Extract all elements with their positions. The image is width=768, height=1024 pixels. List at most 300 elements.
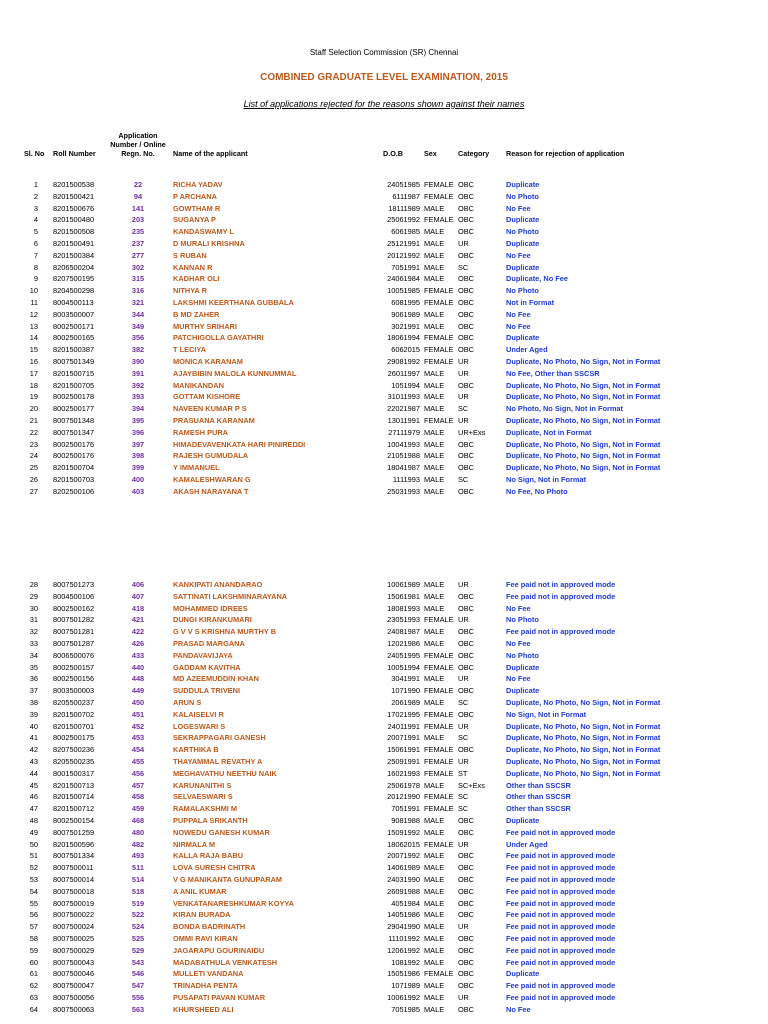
cell-sex: MALE bbox=[424, 474, 445, 484]
cell-application-number: 480 bbox=[131, 827, 145, 837]
cell-category: OBC bbox=[458, 910, 475, 920]
cell-dob: 6062015 bbox=[391, 345, 420, 355]
cell-reason: No Fee bbox=[506, 1004, 531, 1014]
table-row bbox=[0, 356, 768, 368]
cell-dob: 25031993 bbox=[387, 486, 420, 496]
cell-reason: Fee paid not in approved mode bbox=[506, 910, 616, 920]
cell-sl-no: 35 bbox=[29, 662, 38, 672]
cell-applicant-name: RAMESH PURA bbox=[173, 427, 229, 437]
cell-category: OBC bbox=[458, 627, 475, 637]
cell-dob: 29081992 bbox=[387, 356, 420, 366]
cell-applicant-name: T LECIYA bbox=[173, 345, 206, 355]
cell-dob: 6061985 bbox=[391, 227, 420, 237]
cell-reason: Duplicate bbox=[506, 333, 540, 343]
cell-reason: Under Aged bbox=[506, 345, 548, 355]
cell-reason: Fee paid not in approved mode bbox=[506, 863, 616, 873]
cell-sex: MALE bbox=[424, 886, 445, 896]
cell-sex: MALE bbox=[424, 309, 445, 319]
cell-roll-number: 8007500025 bbox=[53, 933, 95, 943]
cell-sex: MALE bbox=[424, 404, 445, 414]
cell-sl-no: 6 bbox=[33, 238, 38, 248]
cell-application-number: 455 bbox=[131, 756, 145, 766]
cell-reason: No Photo bbox=[506, 286, 539, 296]
cell-application-number: 407 bbox=[131, 591, 145, 601]
cell-applicant-name: KARUNANITHI S bbox=[173, 780, 232, 790]
cell-dob: 10041993 bbox=[387, 439, 420, 449]
cell-sex: MALE bbox=[424, 1004, 445, 1014]
list-subtitle: List of applications rejected for the reasons shown against their names bbox=[243, 99, 525, 109]
cell-applicant-name: SUGANYA P bbox=[173, 215, 216, 225]
cell-sl-no: 58 bbox=[29, 933, 38, 943]
cell-reason: Fee paid not in approved mode bbox=[506, 992, 616, 1002]
cell-applicant-name: MOHAMMED IDREES bbox=[173, 603, 248, 613]
cell-sl-no: 7 bbox=[33, 250, 38, 260]
cell-application-number: 482 bbox=[131, 839, 145, 849]
cell-applicant-name: NAVEEN KUMAR P S bbox=[173, 404, 247, 414]
cell-applicant-name: GOTTAM KISHORE bbox=[173, 392, 241, 402]
cell-application-number: 203 bbox=[131, 215, 145, 225]
cell-applicant-name: PRASAD MARGANA bbox=[173, 638, 245, 648]
cell-sl-no: 40 bbox=[29, 721, 38, 731]
cell-applicant-name: ARUN S bbox=[173, 697, 202, 707]
cell-applicant-name: MANIKANDAN bbox=[173, 380, 224, 390]
cell-reason: Duplicate bbox=[506, 815, 540, 825]
cell-category: SC bbox=[458, 262, 469, 272]
cell-applicant-name: PUPPALA SRIKANTH bbox=[173, 815, 248, 825]
cell-sl-no: 63 bbox=[29, 992, 38, 1002]
table-row bbox=[0, 439, 768, 451]
cell-category: UR bbox=[458, 721, 469, 731]
col-sl-no: Sl. No bbox=[24, 149, 45, 158]
table-row bbox=[0, 650, 768, 662]
cell-reason: Fee paid not in approved mode bbox=[506, 933, 616, 943]
cell-dob: 15051986 bbox=[387, 969, 420, 979]
cell-roll-number: 8007501282 bbox=[53, 615, 95, 625]
cell-application-number: 433 bbox=[131, 650, 145, 660]
table-row bbox=[0, 214, 768, 226]
cell-sex: FEMALE bbox=[424, 969, 454, 979]
cell-application-number: 449 bbox=[131, 686, 145, 696]
cell-application-number: 356 bbox=[131, 333, 145, 343]
table-row bbox=[0, 262, 768, 274]
cell-applicant-name: KAMALESHWARAN G bbox=[173, 474, 251, 484]
cell-sl-no: 14 bbox=[29, 333, 38, 343]
cell-sl-no: 22 bbox=[29, 427, 38, 437]
cell-category: UR bbox=[458, 356, 469, 366]
cell-application-number: 316 bbox=[131, 286, 145, 296]
cell-reason: No Fee, No Photo bbox=[506, 486, 568, 496]
col-reason: Reason for rejection of application bbox=[506, 149, 625, 158]
cell-category: OBC bbox=[458, 709, 475, 719]
table-row bbox=[0, 332, 768, 344]
cell-sl-no: 37 bbox=[29, 686, 38, 696]
cell-roll-number: 8007500011 bbox=[53, 863, 94, 873]
table-row bbox=[0, 474, 768, 486]
cell-sl-no: 9 bbox=[33, 274, 38, 284]
cell-reason: Duplicate bbox=[506, 180, 540, 189]
cell-category: SC bbox=[458, 804, 469, 814]
cell-sl-no: 27 bbox=[29, 486, 38, 496]
cell-reason: Duplicate, No Photo, No Sign, Not in Format bbox=[506, 697, 661, 707]
cell-sex: MALE bbox=[424, 486, 445, 496]
cell-reason: No Sign, Not in Format bbox=[506, 709, 587, 719]
cell-sl-no: 18 bbox=[29, 380, 38, 390]
cell-sex: FEMALE bbox=[424, 686, 454, 696]
cell-sl-no: 43 bbox=[29, 756, 38, 766]
cell-category: SC bbox=[458, 792, 469, 802]
cell-application-number: 397 bbox=[131, 439, 145, 449]
cell-reason: Fee paid not in approved mode bbox=[506, 591, 616, 601]
cell-roll-number: 8001500317 bbox=[53, 768, 95, 778]
cell-category: SC bbox=[458, 697, 469, 707]
cell-roll-number: 8007500014 bbox=[53, 874, 95, 884]
cell-dob: 25061978 bbox=[387, 780, 420, 790]
cell-sex: FEMALE bbox=[424, 215, 454, 225]
cell-application-number: 518 bbox=[131, 886, 145, 896]
table-row bbox=[0, 226, 768, 238]
cell-category: OBC bbox=[458, 591, 475, 601]
cell-dob: 22021987 bbox=[387, 404, 420, 414]
cell-dob: 3041991 bbox=[391, 674, 420, 684]
table-row bbox=[0, 391, 768, 403]
cell-applicant-name: MURTHY SRIHARI bbox=[173, 321, 237, 331]
cell-category: SC+Exs bbox=[458, 780, 485, 790]
cell-roll-number: 8007501334 bbox=[53, 851, 95, 861]
cell-sex: MALE bbox=[424, 863, 445, 873]
cell-reason: No Photo bbox=[506, 650, 539, 660]
table-row bbox=[0, 980, 768, 992]
cell-roll-number: 8204500298 bbox=[53, 286, 95, 296]
cell-applicant-name: KARTHIKA B bbox=[173, 745, 219, 755]
cell-sex: FEMALE bbox=[424, 615, 454, 625]
cell-dob: 1111993 bbox=[392, 474, 420, 484]
cell-roll-number: 8201500676 bbox=[53, 203, 95, 213]
cell-roll-number: 8003500003 bbox=[53, 686, 95, 696]
cell-application-number: 393 bbox=[131, 392, 145, 402]
cell-category: UR bbox=[458, 922, 469, 932]
cell-reason: Fee paid not in approved mode bbox=[506, 886, 616, 896]
table-row bbox=[0, 827, 768, 839]
cell-roll-number: 8002500157 bbox=[53, 662, 95, 672]
cell-dob: 16021993 bbox=[387, 768, 420, 778]
cell-reason: Duplicate bbox=[506, 662, 540, 672]
column-headers bbox=[0, 131, 768, 177]
cell-sex: FEMALE bbox=[424, 768, 454, 778]
cell-reason: No Fee bbox=[506, 603, 531, 613]
cell-category: OBC bbox=[458, 603, 475, 613]
cell-applicant-name: D MURALI KRISHNA bbox=[173, 238, 245, 248]
cell-sl-no: 15 bbox=[29, 345, 38, 355]
cell-applicant-name: A ANIL KUMAR bbox=[173, 886, 227, 896]
cell-category: OBC bbox=[458, 274, 475, 284]
cell-roll-number: 8201500714 bbox=[53, 792, 95, 802]
cell-sex: MALE bbox=[424, 392, 445, 402]
cell-sex: FEMALE bbox=[424, 745, 454, 755]
cell-applicant-name: RICHA YADAV bbox=[173, 180, 223, 189]
cell-sl-no: 36 bbox=[29, 674, 38, 684]
table-row bbox=[0, 450, 768, 462]
cell-sl-no: 61 bbox=[29, 969, 38, 979]
cell-sex: MALE bbox=[424, 603, 445, 613]
cell-dob: 24081987 bbox=[387, 627, 420, 637]
cell-category: OBC bbox=[458, 309, 475, 319]
cell-category: OBC bbox=[458, 227, 475, 237]
cell-applicant-name: JAGARAPU GOURINAIDU bbox=[173, 945, 265, 955]
cell-category: OBC bbox=[458, 827, 475, 837]
cell-sex: MALE bbox=[424, 674, 445, 684]
cell-dob: 7051985 bbox=[391, 1004, 420, 1014]
table-row bbox=[0, 486, 768, 498]
cell-roll-number: 8201500703 bbox=[53, 474, 95, 484]
cell-dob: 1051994 bbox=[391, 380, 420, 390]
cell-sex: MALE bbox=[424, 957, 445, 967]
cell-category: OBC bbox=[458, 380, 475, 390]
cell-applicant-name: B MD ZAHER bbox=[173, 309, 220, 319]
cell-reason: Duplicate, No Photo, No Sign, Not in Format bbox=[506, 756, 661, 766]
cell-applicant-name: AKASH NARAYANA T bbox=[173, 486, 249, 496]
cell-sl-no: 2 bbox=[33, 191, 38, 201]
col-application-number: Application Number / Online Regn. No. bbox=[110, 131, 166, 158]
cell-sex: MALE bbox=[424, 945, 445, 955]
cell-sl-no: 25 bbox=[29, 463, 38, 473]
cell-dob: 25091991 bbox=[387, 756, 420, 766]
cell-sl-no: 26 bbox=[29, 474, 38, 484]
cell-dob: 7051991 bbox=[391, 262, 420, 272]
cell-application-number: 399 bbox=[131, 463, 145, 473]
cell-application-number: 426 bbox=[131, 638, 145, 648]
cell-application-number: 454 bbox=[131, 745, 145, 755]
table-row bbox=[0, 344, 768, 356]
cell-application-number: 418 bbox=[131, 603, 145, 613]
cell-sex: MALE bbox=[424, 933, 445, 943]
cell-applicant-name: PATCHIGOLLA GAYATHRI bbox=[173, 333, 264, 343]
cell-category: SC bbox=[458, 404, 469, 414]
cell-roll-number: 8201500491 bbox=[53, 238, 95, 248]
cell-category: OBC bbox=[458, 486, 475, 496]
cell-reason: Fee paid not in approved mode bbox=[506, 981, 616, 991]
cell-sl-no: 48 bbox=[29, 815, 38, 825]
cell-application-number: 344 bbox=[131, 309, 145, 319]
cell-category: OBC bbox=[458, 851, 475, 861]
cell-application-number: 556 bbox=[131, 992, 145, 1002]
cell-reason: Duplicate, No Fee bbox=[506, 274, 569, 284]
table-row bbox=[0, 273, 768, 285]
cell-reason: Duplicate, No Photo, No Sign, Not in Format bbox=[506, 768, 661, 778]
cell-sl-no: 45 bbox=[29, 780, 38, 790]
cell-reason: Duplicate, No Photo, No Sign, Not in Format bbox=[506, 721, 661, 731]
cell-sl-no: 47 bbox=[29, 804, 38, 814]
cell-dob: 24031990 bbox=[387, 874, 420, 884]
table-row bbox=[0, 721, 768, 733]
cell-sl-no: 64 bbox=[29, 1004, 38, 1014]
cell-category: OBC bbox=[458, 215, 475, 225]
cell-category: UR bbox=[458, 368, 469, 378]
cell-dob: 7051991 bbox=[391, 804, 420, 814]
cell-category: OBC bbox=[458, 815, 475, 825]
cell-roll-number: 8002500165 bbox=[53, 333, 95, 343]
cell-sex: MALE bbox=[424, 981, 445, 991]
cell-dob: 27111979 bbox=[388, 427, 420, 437]
cell-roll-number: 8007501349 bbox=[53, 356, 95, 366]
cell-sl-no: 42 bbox=[29, 745, 38, 755]
cell-applicant-name: KIRAN BURADA bbox=[173, 910, 231, 920]
cell-sl-no: 51 bbox=[29, 851, 38, 861]
cell-applicant-name: MD AZEEMUDDIN KHAN bbox=[173, 674, 259, 684]
cell-reason: No Sign, Not in Format bbox=[506, 474, 587, 484]
cell-dob: 15061981 bbox=[387, 591, 420, 601]
cell-reason: No Fee, Other than SSCSR bbox=[506, 368, 600, 378]
cell-roll-number: 8205500237 bbox=[53, 697, 95, 707]
cell-category: OBC bbox=[458, 286, 475, 296]
cell-roll-number: 8201500384 bbox=[53, 250, 95, 260]
cell-roll-number: 8201500421 bbox=[53, 191, 95, 201]
cell-reason: No Fee bbox=[506, 321, 531, 331]
cell-category: UR bbox=[458, 415, 469, 425]
cell-dob: 11101992 bbox=[388, 933, 420, 943]
cell-applicant-name: DUNGI KIRANKUMARI bbox=[173, 615, 252, 625]
cell-sl-no: 24 bbox=[29, 451, 38, 461]
table-row bbox=[0, 250, 768, 262]
cell-roll-number: 8201500715 bbox=[53, 368, 95, 378]
cell-category: OBC bbox=[458, 1004, 475, 1014]
table-row bbox=[0, 685, 768, 697]
cell-reason: Fee paid not in approved mode bbox=[506, 945, 616, 955]
cell-category: OBC bbox=[458, 297, 475, 307]
cell-applicant-name: KANKIPATI ANANDARAO bbox=[173, 580, 263, 589]
cell-applicant-name: HIMADEVAVENKATA HARI PINIREDDI bbox=[173, 439, 306, 449]
table-row bbox=[0, 403, 768, 415]
cell-application-number: 141 bbox=[131, 203, 145, 213]
cell-dob: 24051985 bbox=[387, 180, 420, 189]
rejection-table-block-2 bbox=[0, 579, 768, 1015]
cell-reason: No Fee bbox=[506, 309, 531, 319]
cell-sex: MALE bbox=[424, 321, 445, 331]
cell-dob: 24061984 bbox=[387, 274, 420, 284]
table-row bbox=[0, 933, 768, 945]
col-roll-number: Roll Number bbox=[53, 149, 96, 158]
cell-category: OBC bbox=[458, 886, 475, 896]
cell-applicant-name: RAMALAKSHMI M bbox=[173, 804, 238, 814]
cell-roll-number: 8007501281 bbox=[53, 627, 95, 637]
cell-sex: FEMALE bbox=[424, 191, 454, 201]
cell-dob: 6081995 bbox=[391, 297, 420, 307]
cell-reason: Not in Format bbox=[506, 297, 555, 307]
cell-sex: MALE bbox=[424, 910, 445, 920]
cell-roll-number: 8007500022 bbox=[53, 910, 95, 920]
table-row bbox=[0, 673, 768, 685]
cell-dob: 18111989 bbox=[388, 203, 420, 213]
cell-application-number: 22 bbox=[133, 180, 143, 189]
cell-sex: FEMALE bbox=[424, 792, 454, 802]
cell-category: UR bbox=[458, 839, 469, 849]
cell-applicant-name: V G MANIKANTA GUNUPARAM bbox=[173, 874, 283, 884]
cell-application-number: 396 bbox=[131, 427, 145, 437]
cell-applicant-name: S RUBAN bbox=[173, 250, 207, 260]
cell-reason: Duplicate, No Photo, No Sign, Not in Format bbox=[506, 439, 661, 449]
cell-applicant-name: MULLETI VANDANA bbox=[173, 969, 244, 979]
cell-roll-number: 8007500024 bbox=[53, 922, 95, 932]
cell-applicant-name: TRINADHA PENTA bbox=[173, 981, 238, 991]
cell-category: OBC bbox=[458, 638, 475, 648]
cell-applicant-name: GOWTHAM R bbox=[173, 203, 221, 213]
cell-dob: 18041987 bbox=[387, 463, 420, 473]
cell-dob: 12021986 bbox=[387, 638, 420, 648]
cell-dob: 13011991 bbox=[387, 415, 420, 425]
cell-applicant-name: SELVAESWARI S bbox=[173, 792, 233, 802]
cell-category: UR bbox=[458, 674, 469, 684]
cell-reason: Duplicate bbox=[506, 969, 540, 979]
table-row bbox=[0, 380, 768, 392]
cell-reason: No Fee bbox=[506, 203, 531, 213]
cell-category: OBC bbox=[458, 180, 475, 189]
cell-applicant-name: KHURSHEED ALI bbox=[173, 1004, 234, 1014]
cell-roll-number: 8007500019 bbox=[53, 898, 95, 908]
cell-dob: 10061989 bbox=[387, 580, 420, 589]
cell-roll-number: 8002500178 bbox=[53, 392, 95, 402]
cell-application-number: 403 bbox=[131, 486, 145, 496]
cell-application-number: 406 bbox=[131, 580, 145, 589]
cell-reason: Under Aged bbox=[506, 839, 548, 849]
cell-sl-no: 1 bbox=[33, 180, 38, 189]
cell-sl-no: 59 bbox=[29, 945, 38, 955]
cell-application-number: 382 bbox=[131, 345, 145, 355]
cell-sex: MALE bbox=[424, 733, 445, 743]
table-row bbox=[0, 191, 768, 203]
cell-applicant-name: KANDASWAMY L bbox=[173, 227, 235, 237]
cell-roll-number: 8007500043 bbox=[53, 957, 95, 967]
cell-sex: FEMALE bbox=[424, 180, 454, 189]
cell-application-number: 302 bbox=[131, 262, 145, 272]
cell-sl-no: 29 bbox=[29, 591, 38, 601]
cell-applicant-name: GADDAM KAVITHA bbox=[173, 662, 241, 672]
cell-roll-number: 8205500235 bbox=[53, 756, 95, 766]
cell-sl-no: 10 bbox=[29, 286, 38, 296]
cell-sl-no: 5 bbox=[33, 227, 38, 237]
cell-sex: MALE bbox=[424, 697, 445, 707]
table-row bbox=[0, 886, 768, 898]
cell-sl-no: 33 bbox=[29, 638, 38, 648]
cell-reason: Fee paid not in approved mode bbox=[506, 851, 616, 861]
cell-reason: Fee paid not in approved mode bbox=[506, 874, 616, 884]
table-row bbox=[0, 285, 768, 297]
cell-category: UR bbox=[458, 392, 469, 402]
cell-roll-number: 8007501347 bbox=[53, 427, 95, 437]
cell-dob: 6111987 bbox=[392, 191, 420, 201]
cell-reason: No Fee bbox=[506, 250, 531, 260]
table-row bbox=[0, 732, 768, 744]
cell-sex: MALE bbox=[424, 250, 445, 260]
cell-category: UR bbox=[458, 238, 469, 248]
cell-roll-number: 8201500712 bbox=[53, 804, 95, 814]
cell-sex: FEMALE bbox=[424, 804, 454, 814]
table-row bbox=[0, 579, 768, 591]
cell-roll-number: 8002500154 bbox=[53, 815, 95, 825]
col-applicant-name: Name of the applicant bbox=[173, 149, 248, 158]
cell-applicant-name: KADHAR OLI bbox=[173, 274, 220, 284]
cell-applicant-name: MEGHAVATHU NEETHU NAIK bbox=[173, 768, 277, 778]
cell-application-number: 511 bbox=[132, 863, 144, 873]
cell-reason: Duplicate, No Photo, No Sign, Not in Format bbox=[506, 463, 661, 473]
cell-reason: Other than SSCSR bbox=[506, 780, 571, 790]
cell-applicant-name: RAJESH GUMUDALA bbox=[173, 451, 249, 461]
cell-sex: MALE bbox=[424, 238, 445, 248]
table-row bbox=[0, 321, 768, 333]
cell-reason: Duplicate, No Photo, No Sign, Not in Format bbox=[506, 356, 661, 366]
cell-sl-no: 39 bbox=[29, 709, 38, 719]
cell-application-number: 315 bbox=[131, 274, 145, 284]
cell-roll-number: 8201500701 bbox=[53, 721, 95, 731]
exam-title: COMBINED GRADUATE LEVEL EXAMINATION, 2015 bbox=[260, 72, 508, 83]
